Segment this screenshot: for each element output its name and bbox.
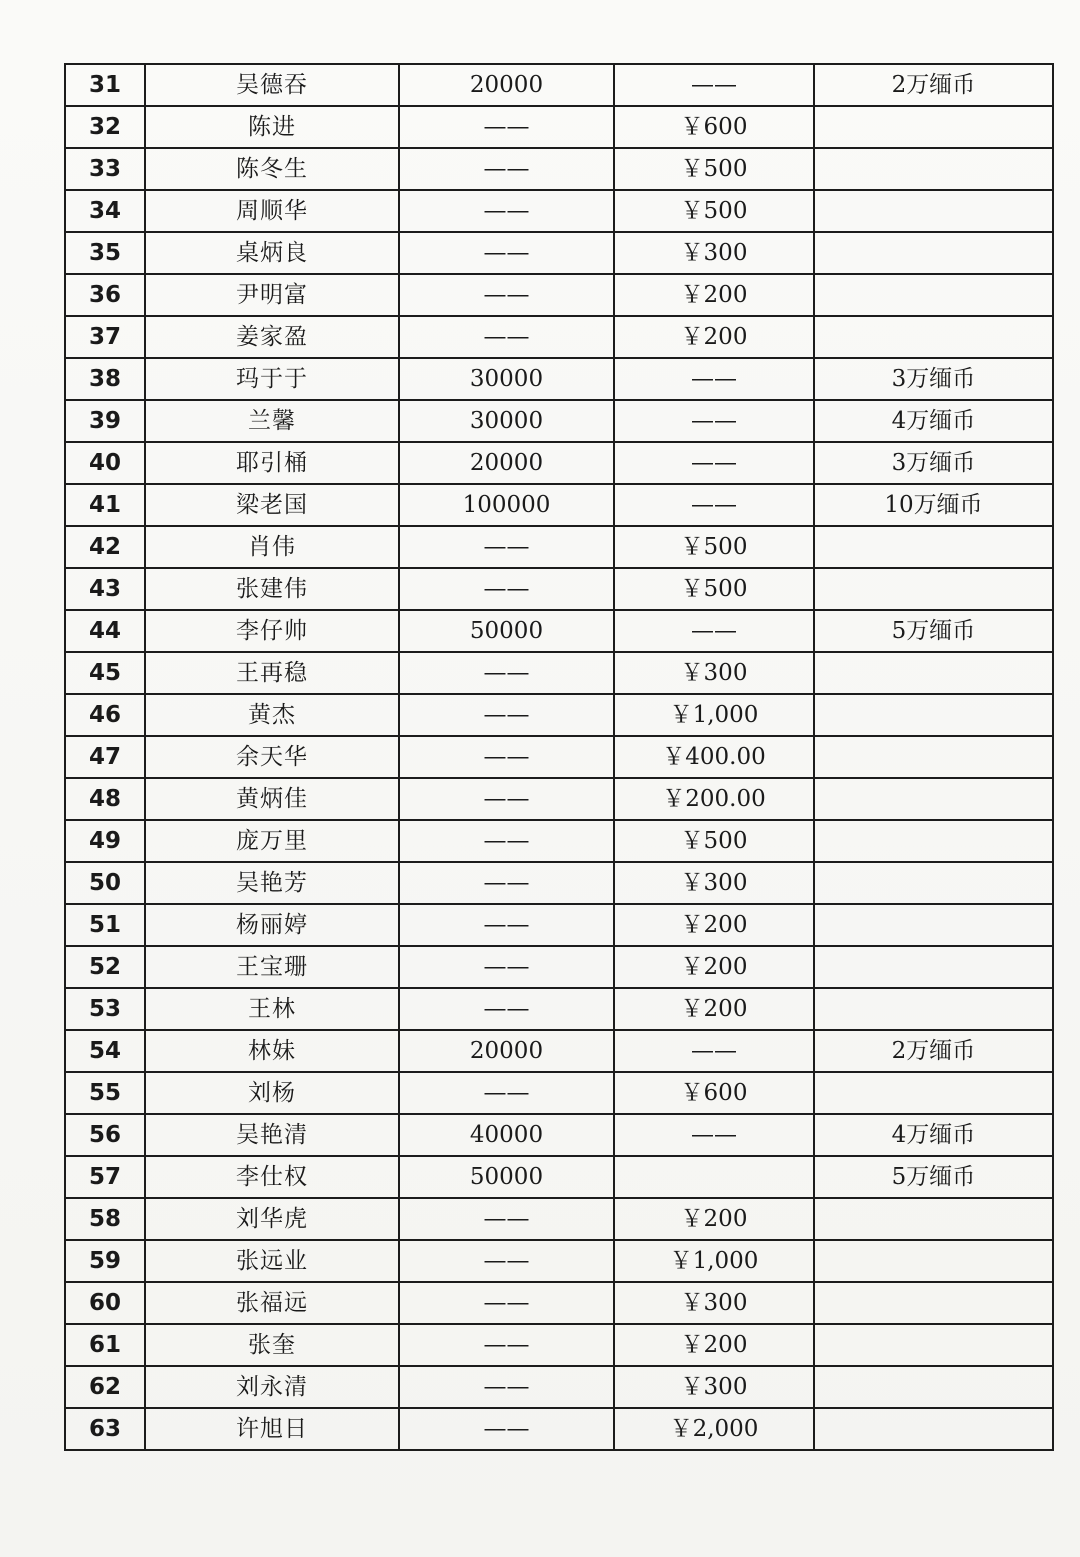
donor-name-cell: 周顺华 [145, 190, 399, 232]
row-number-cell: 37 [65, 316, 145, 358]
donor-name-cell: 王再稳 [145, 652, 399, 694]
rmb-amount-cell: ￥300 [614, 652, 814, 694]
rmb-amount-cell: ￥200 [614, 1324, 814, 1366]
donor-name-cell: 庞万里 [145, 820, 399, 862]
donor-name-cell: 张福远 [145, 1282, 399, 1324]
rmb-amount-cell: ￥2,000 [614, 1408, 814, 1450]
donor-name-cell: 梁老国 [145, 484, 399, 526]
remark-cell [814, 1240, 1053, 1282]
table-row [65, 568, 1053, 610]
kyat-amount-cell: 30000 [399, 400, 614, 442]
kyat-amount-cell: —— [399, 1072, 614, 1114]
table-row [65, 694, 1053, 736]
row-number-cell: 40 [65, 442, 145, 484]
kyat-amount-cell: 20000 [399, 442, 614, 484]
table-row [65, 1198, 1053, 1240]
remark-cell [814, 946, 1053, 988]
donor-name-cell: 姜家盈 [145, 316, 399, 358]
rmb-amount-cell: ￥400.00 [614, 736, 814, 778]
rmb-amount-cell: ￥1,000 [614, 694, 814, 736]
row-number-cell: 56 [65, 1114, 145, 1156]
donor-name-cell: 尹明富 [145, 274, 399, 316]
table-row [65, 358, 1053, 400]
rmb-amount-cell: ￥300 [614, 1282, 814, 1324]
donor-name-cell: 刘永清 [145, 1366, 399, 1408]
donor-name-cell: 兰馨 [145, 400, 399, 442]
rmb-amount-cell: —— [614, 64, 814, 106]
donor-name-cell: 吴艳芳 [145, 862, 399, 904]
table-row [65, 316, 1053, 358]
kyat-amount-cell: 20000 [399, 1030, 614, 1072]
rmb-amount-cell: —— [614, 1030, 814, 1072]
remark-cell [814, 736, 1053, 778]
remark-cell [814, 820, 1053, 862]
row-number-cell: 61 [65, 1324, 145, 1366]
table-row [65, 442, 1053, 484]
table-row [65, 484, 1053, 526]
row-number-cell: 60 [65, 1282, 145, 1324]
row-number-cell: 46 [65, 694, 145, 736]
row-number-cell: 58 [65, 1198, 145, 1240]
row-number-cell: 52 [65, 946, 145, 988]
donation-table-body [65, 64, 1053, 1450]
kyat-amount-cell: —— [399, 1408, 614, 1450]
kyat-amount-cell: —— [399, 148, 614, 190]
kyat-amount-cell: —— [399, 778, 614, 820]
row-number-cell: 45 [65, 652, 145, 694]
row-number-cell: 39 [65, 400, 145, 442]
remark-cell: 3万缅币 [814, 442, 1053, 484]
rmb-amount-cell: ￥500 [614, 148, 814, 190]
donation-table [64, 63, 1054, 1451]
donor-name-cell: 王林 [145, 988, 399, 1030]
row-number-cell: 50 [65, 862, 145, 904]
remark-cell: 4万缅币 [814, 1114, 1053, 1156]
table-row [65, 904, 1053, 946]
table-row [65, 64, 1053, 106]
table-row [65, 1240, 1053, 1282]
kyat-amount-cell: —— [399, 946, 614, 988]
kyat-amount-cell: —— [399, 1324, 614, 1366]
kyat-amount-cell: 100000 [399, 484, 614, 526]
kyat-amount-cell: —— [399, 106, 614, 148]
kyat-amount-cell: —— [399, 1240, 614, 1282]
row-number-cell: 51 [65, 904, 145, 946]
remark-cell [814, 148, 1053, 190]
remark-cell [814, 1324, 1053, 1366]
remark-cell: 5万缅币 [814, 1156, 1053, 1198]
row-number-cell: 34 [65, 190, 145, 232]
kyat-amount-cell: 40000 [399, 1114, 614, 1156]
rmb-amount-cell: ￥500 [614, 190, 814, 232]
table-row [65, 232, 1053, 274]
rmb-amount-cell: ￥500 [614, 526, 814, 568]
donor-name-cell: 林妹 [145, 1030, 399, 1072]
rmb-amount-cell: ￥500 [614, 820, 814, 862]
donor-name-cell: 刘杨 [145, 1072, 399, 1114]
rmb-amount-cell: —— [614, 1114, 814, 1156]
remark-cell [814, 904, 1053, 946]
rmb-amount-cell: ￥300 [614, 862, 814, 904]
kyat-amount-cell: —— [399, 820, 614, 862]
kyat-amount-cell: 20000 [399, 64, 614, 106]
remark-cell [814, 274, 1053, 316]
table-row [65, 946, 1053, 988]
remark-cell [814, 1072, 1053, 1114]
kyat-amount-cell: —— [399, 526, 614, 568]
row-number-cell: 36 [65, 274, 145, 316]
rmb-amount-cell: —— [614, 358, 814, 400]
table-row [65, 1324, 1053, 1366]
row-number-cell: 32 [65, 106, 145, 148]
row-number-cell: 55 [65, 1072, 145, 1114]
remark-cell [814, 988, 1053, 1030]
donor-name-cell: 杨丽婷 [145, 904, 399, 946]
kyat-amount-cell: 50000 [399, 610, 614, 652]
rmb-amount-cell [614, 1156, 814, 1198]
kyat-amount-cell: —— [399, 904, 614, 946]
row-number-cell: 48 [65, 778, 145, 820]
donor-name-cell: 刘华虎 [145, 1198, 399, 1240]
donor-name-cell: 玛于于 [145, 358, 399, 400]
table-row [65, 778, 1053, 820]
rmb-amount-cell: ￥200 [614, 988, 814, 1030]
row-number-cell: 31 [65, 64, 145, 106]
table-row [65, 820, 1053, 862]
table-row [65, 1408, 1053, 1450]
kyat-amount-cell: —— [399, 190, 614, 232]
donor-name-cell: 黄炳佳 [145, 778, 399, 820]
table-row [65, 736, 1053, 778]
kyat-amount-cell: 30000 [399, 358, 614, 400]
rmb-amount-cell: ￥200 [614, 274, 814, 316]
remark-cell [814, 316, 1053, 358]
row-number-cell: 33 [65, 148, 145, 190]
donor-name-cell: 桌炳良 [145, 232, 399, 274]
table-row [65, 106, 1053, 148]
remark-cell: 10万缅币 [814, 484, 1053, 526]
remark-cell [814, 526, 1053, 568]
donor-name-cell: 耶引桶 [145, 442, 399, 484]
row-number-cell: 59 [65, 1240, 145, 1282]
rmb-amount-cell: —— [614, 400, 814, 442]
kyat-amount-cell: —— [399, 862, 614, 904]
donor-name-cell: 肖伟 [145, 526, 399, 568]
remark-cell [814, 568, 1053, 610]
donor-name-cell: 张奎 [145, 1324, 399, 1366]
kyat-amount-cell: —— [399, 652, 614, 694]
rmb-amount-cell: —— [614, 442, 814, 484]
row-number-cell: 62 [65, 1366, 145, 1408]
table-row [65, 610, 1053, 652]
kyat-amount-cell: —— [399, 274, 614, 316]
kyat-amount-cell: —— [399, 568, 614, 610]
kyat-amount-cell: —— [399, 988, 614, 1030]
table-row [65, 1114, 1053, 1156]
row-number-cell: 47 [65, 736, 145, 778]
rmb-amount-cell: ￥600 [614, 106, 814, 148]
rmb-amount-cell: ￥200 [614, 904, 814, 946]
table-row [65, 988, 1053, 1030]
donor-name-cell: 张建伟 [145, 568, 399, 610]
row-number-cell: 54 [65, 1030, 145, 1072]
rmb-amount-cell: ￥500 [614, 568, 814, 610]
kyat-amount-cell: —— [399, 232, 614, 274]
table-row [65, 148, 1053, 190]
kyat-amount-cell: —— [399, 316, 614, 358]
donor-name-cell: 黄杰 [145, 694, 399, 736]
table-row [65, 862, 1053, 904]
table-row [65, 400, 1053, 442]
table-row [65, 1156, 1053, 1198]
remark-cell [814, 190, 1053, 232]
remark-cell: 4万缅币 [814, 400, 1053, 442]
table-row [65, 652, 1053, 694]
kyat-amount-cell: —— [399, 1282, 614, 1324]
kyat-amount-cell: —— [399, 1366, 614, 1408]
remark-cell: 3万缅币 [814, 358, 1053, 400]
row-number-cell: 44 [65, 610, 145, 652]
remark-cell: 2万缅币 [814, 1030, 1053, 1072]
table-row [65, 190, 1053, 232]
donor-name-cell: 李仕权 [145, 1156, 399, 1198]
rmb-amount-cell: ￥200.00 [614, 778, 814, 820]
remark-cell: 2万缅币 [814, 64, 1053, 106]
rmb-amount-cell: ￥300 [614, 1366, 814, 1408]
remark-cell [814, 1198, 1053, 1240]
table-row [65, 1282, 1053, 1324]
row-number-cell: 57 [65, 1156, 145, 1198]
remark-cell [814, 652, 1053, 694]
remark-cell: 5万缅币 [814, 610, 1053, 652]
remark-cell [814, 1282, 1053, 1324]
row-number-cell: 42 [65, 526, 145, 568]
donor-name-cell: 吴艳清 [145, 1114, 399, 1156]
remark-cell [814, 232, 1053, 274]
row-number-cell: 38 [65, 358, 145, 400]
rmb-amount-cell: —— [614, 484, 814, 526]
table-row [65, 1030, 1053, 1072]
row-number-cell: 43 [65, 568, 145, 610]
rmb-amount-cell: ￥200 [614, 1198, 814, 1240]
rmb-amount-cell: ￥600 [614, 1072, 814, 1114]
donor-name-cell: 余天华 [145, 736, 399, 778]
remark-cell [814, 1366, 1053, 1408]
row-number-cell: 41 [65, 484, 145, 526]
kyat-amount-cell: —— [399, 694, 614, 736]
row-number-cell: 63 [65, 1408, 145, 1450]
remark-cell [814, 1408, 1053, 1450]
donor-name-cell: 王宝珊 [145, 946, 399, 988]
rmb-amount-cell: —— [614, 610, 814, 652]
row-number-cell: 35 [65, 232, 145, 274]
table-row [65, 1072, 1053, 1114]
remark-cell [814, 694, 1053, 736]
donor-name-cell: 陈进 [145, 106, 399, 148]
donor-name-cell: 张远业 [145, 1240, 399, 1282]
row-number-cell: 53 [65, 988, 145, 1030]
table-row [65, 274, 1053, 316]
rmb-amount-cell: ￥200 [614, 946, 814, 988]
donor-name-cell: 李仔帅 [145, 610, 399, 652]
kyat-amount-cell: 50000 [399, 1156, 614, 1198]
donor-name-cell: 吴德吞 [145, 64, 399, 106]
remark-cell [814, 106, 1053, 148]
rmb-amount-cell: ￥200 [614, 316, 814, 358]
kyat-amount-cell: —— [399, 736, 614, 778]
donor-name-cell: 许旭日 [145, 1408, 399, 1450]
rmb-amount-cell: ￥1,000 [614, 1240, 814, 1282]
row-number-cell: 49 [65, 820, 145, 862]
remark-cell [814, 862, 1053, 904]
donor-name-cell: 陈冬生 [145, 148, 399, 190]
remark-cell [814, 778, 1053, 820]
table-row [65, 526, 1053, 568]
rmb-amount-cell: ￥300 [614, 232, 814, 274]
kyat-amount-cell: —— [399, 1198, 614, 1240]
table-row [65, 1366, 1053, 1408]
